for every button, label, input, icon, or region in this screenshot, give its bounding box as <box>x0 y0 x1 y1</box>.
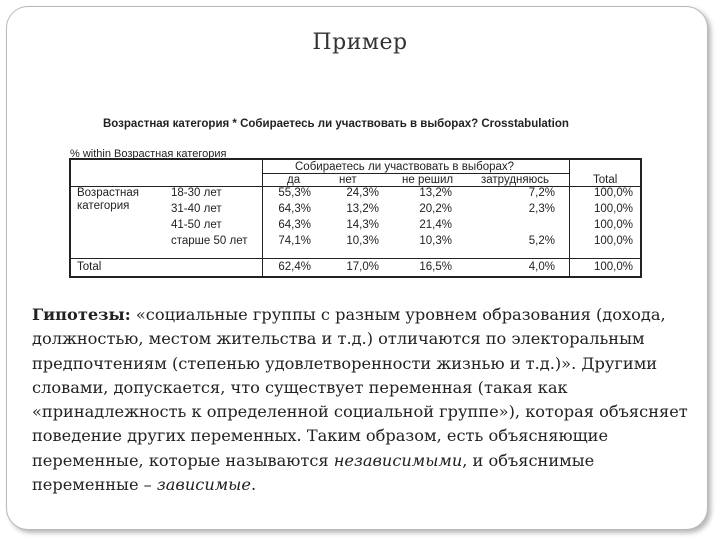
table-cell: 62,4% <box>278 261 311 273</box>
table-cell: 10,3% <box>419 235 452 247</box>
hypotheses-lead: Гипотезы: <box>32 305 131 324</box>
term-independent: независимыми <box>333 450 463 470</box>
col-header-da: да <box>287 174 301 186</box>
table-cell: 100,0% <box>593 219 633 231</box>
table-cell: 2,3% <box>528 203 555 215</box>
crosstab-table <box>69 158 642 278</box>
hypotheses-paragraph <box>32 303 694 497</box>
table-cell: 100,0% <box>593 203 633 215</box>
table-cell: 17,0% <box>346 261 379 273</box>
table-cell: 14,3% <box>346 219 379 231</box>
col-header-total: Total <box>593 174 618 186</box>
row-header-line2: категория <box>77 200 130 212</box>
crosstab-title: Возрастная категория * Собираетесь ли участвовать в выборах? Crosstabulation <box>103 118 569 130</box>
table-cell: 21,4% <box>419 219 452 231</box>
table-cell: 24,3% <box>346 187 379 199</box>
col-header-net: нет <box>339 174 357 186</box>
table-cell: 64,3% <box>278 203 311 215</box>
group-header: Собираетесь ли участвовать в выборах? <box>295 161 515 173</box>
crosstab-subtitle: % within Возрастная категория <box>70 148 227 160</box>
table-cell: 7,2% <box>528 187 555 199</box>
col-header-zatrudnyayus: затрудняюсь <box>481 174 549 186</box>
table-cell: 64,3% <box>278 219 311 231</box>
grid-line <box>71 258 640 259</box>
row-label: 18-30 лет <box>171 187 222 199</box>
term-dependent: зависимые <box>156 475 251 495</box>
col-header-ne-reshil: не решил <box>402 174 454 186</box>
table-cell: 16,5% <box>419 261 452 273</box>
table-cell: 20,2% <box>419 203 452 215</box>
table-cell: 5,2% <box>528 235 555 247</box>
table-cell: 100,0% <box>593 187 633 199</box>
row-header-line1: Возрастная <box>77 187 139 199</box>
table-cell: 55,3% <box>278 187 311 199</box>
row-label: старше 50 лет <box>171 235 248 247</box>
table-cell: 74,1% <box>278 235 311 247</box>
row-label: 31-40 лет <box>171 203 222 215</box>
total-label: Total <box>77 261 102 273</box>
body-text-part1: «социальные группы с разным уровнем образования (дохода, должностью, местом жительства и т.д.) отличаются по электоральным предпочтениям (степенью удовлетворенности жизнью и т.д.)». Другими словами, допускается, что существует переменная (такая как «принадлежность к определенной социальной группе»), которая объясняет поведение других переменных. Таким образом, есть объясняющие переменные, которые называются <box>32 305 688 470</box>
row-label: 41-50 лет <box>171 219 222 231</box>
body-text-part2: , и объяснимые переменные – <box>32 450 595 495</box>
table-cell: 4,0% <box>528 261 555 273</box>
table-cell: 100,0% <box>593 261 633 273</box>
body-text-end: . <box>250 475 257 495</box>
table-cell: 13,2% <box>346 203 379 215</box>
slide-title: Пример <box>312 30 408 55</box>
table-cell: 13,2% <box>419 187 452 199</box>
table-cell: 10,3% <box>346 235 379 247</box>
table-cell: 100,0% <box>593 235 633 247</box>
